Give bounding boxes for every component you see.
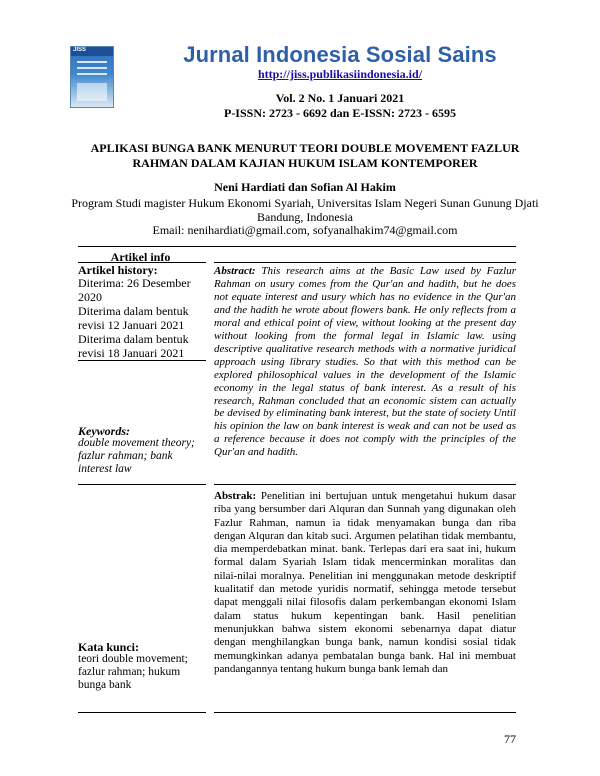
- article-title-line-1: APLIKASI BUNGA BANK MENURUT TEORI DOUBLE MOVEMENT FAZLUR: [90, 141, 520, 155]
- keywords-label: Keywords:: [78, 424, 130, 438]
- history-revision-2: Diterima dalam bentuk revisi 18 Januari 2021: [78, 332, 189, 360]
- abstract-english-label: Abstract:: [214, 265, 256, 277]
- author-email: Email: nenihardiati@gmail.com, sofyanalhakim74@gmail.com: [152, 223, 458, 237]
- article-history-label: Artikel history:: [78, 263, 158, 277]
- journal-issn: P-ISSN: 2723 - 6692 dan E-ISSN: 2723 - 6595: [223, 106, 457, 120]
- abstract-en-end-rule: [214, 484, 516, 485]
- footer-rule-right: [214, 712, 516, 713]
- page-number: 77: [504, 732, 516, 746]
- article-title-line-2: RAHMAN DALAM KAJIAN HUKUM ISLAM KONTEMPORER: [132, 156, 478, 170]
- article-info-heading: Artikel info: [110, 250, 171, 264]
- journal-url-link[interactable]: http://jiss.publikasiindonesia.id/: [257, 67, 423, 81]
- history-received: Diterima: 26 Desember 2020: [78, 276, 191, 304]
- history-end-rule: [78, 360, 206, 361]
- kata-kunci-text: teori double movement; fazlur rahman; hukum bunga bank: [78, 653, 188, 691]
- abstract-indonesian: [214, 490, 516, 676]
- journal-cover-thumbnail: [70, 46, 114, 108]
- article-history: [78, 276, 206, 360]
- abstract-english: [214, 265, 516, 459]
- journal-cover-label: JISS: [73, 47, 87, 53]
- keywords-text: double movement theory; fazlur rahman; bank interest law: [78, 437, 195, 475]
- author-affiliation: Program Studi magister Hukum Ekonomi Syariah, Universitas Islam Negeri Sunan Gunung Djati Bandung, Indonesia: [71, 196, 539, 224]
- abstract-english-body: This research aims at the Basic Law used by Fazlur Rahman on usury comes from the Qur'an and hadith, but he does not equate interest and usury which has no evidence in the Qur'an and the hadith he wrote about flowers bank. He only reflects from a moral and ethical point of view, without looking at the present day without looking from the formal legal in Islamic law. using descriptive qualitative research methods with a normative juridical approach using library studies. So that with this method can be explored philosophical values in the development of the Islamic economy in the legal status of bank interest. As a result of his research, Rahman concluded that an economic sistem can actually be devised by eliminating bank interest, but the state of society Until his opinion the law on bank interest is weak and can not be used as a reference because it does not comply with the principles of the Qur'an and hadith.: [214, 265, 516, 459]
- abstract-top-rule: [214, 262, 516, 263]
- article-authors: Neni Hardiati dan Sofian Al Hakim: [214, 180, 396, 194]
- keywords-end-rule: [78, 484, 206, 485]
- history-revision-1: Diterima dalam bentuk revisi 12 Januari 2021: [78, 304, 189, 332]
- article-title: [70, 141, 540, 171]
- journal-name: Jurnal Indonesia Sosial Sains: [183, 42, 497, 67]
- footer-rule-left: [78, 712, 206, 713]
- header-rule: [78, 246, 516, 247]
- abstract-indonesian-body: Penelitian ini bertujuan untuk mengetahui hukum dasar riba yang bersumber dari Alquran dan Sunnah yang digunakan oleh Fazlur Rahman, namun ia tidak menyamakan bunga dan riba dengan Alquran dan kitab suci. Argumen pelatihan tidak membantu, dia memperdebatkan minat. bank. Terlepas dari era saat ini, hukum formal dalam Syariah Islam tidak mencerminkan moralitas dan nilai-nilai moralnya. Penelitian ini menggunakan metode deskriptif kualitatif dan metode yuridis normatif, sehingga metode tersebut dapat menggali nilai filosofis dalam perkembangan ekonomi Islam dalam status hukum kepentingan bank. Hasil penelitian menunjukkan bahwa sistem ekonomi sebenarnya dapat diatur dengan menghilangkan bunga bank, namun kondisi sosial tidak memungkinkan adanya pembatalan bunga bank. Hal ini membuat pandangannya tentang hukum bunga bank lemah dan: [214, 490, 517, 675]
- kata-kunci-label: Kata kunci:: [78, 640, 140, 654]
- journal-issue: Vol. 2 No. 1 Januari 2021: [275, 91, 405, 105]
- abstract-indonesian-label: Abstrak:: [214, 490, 257, 502]
